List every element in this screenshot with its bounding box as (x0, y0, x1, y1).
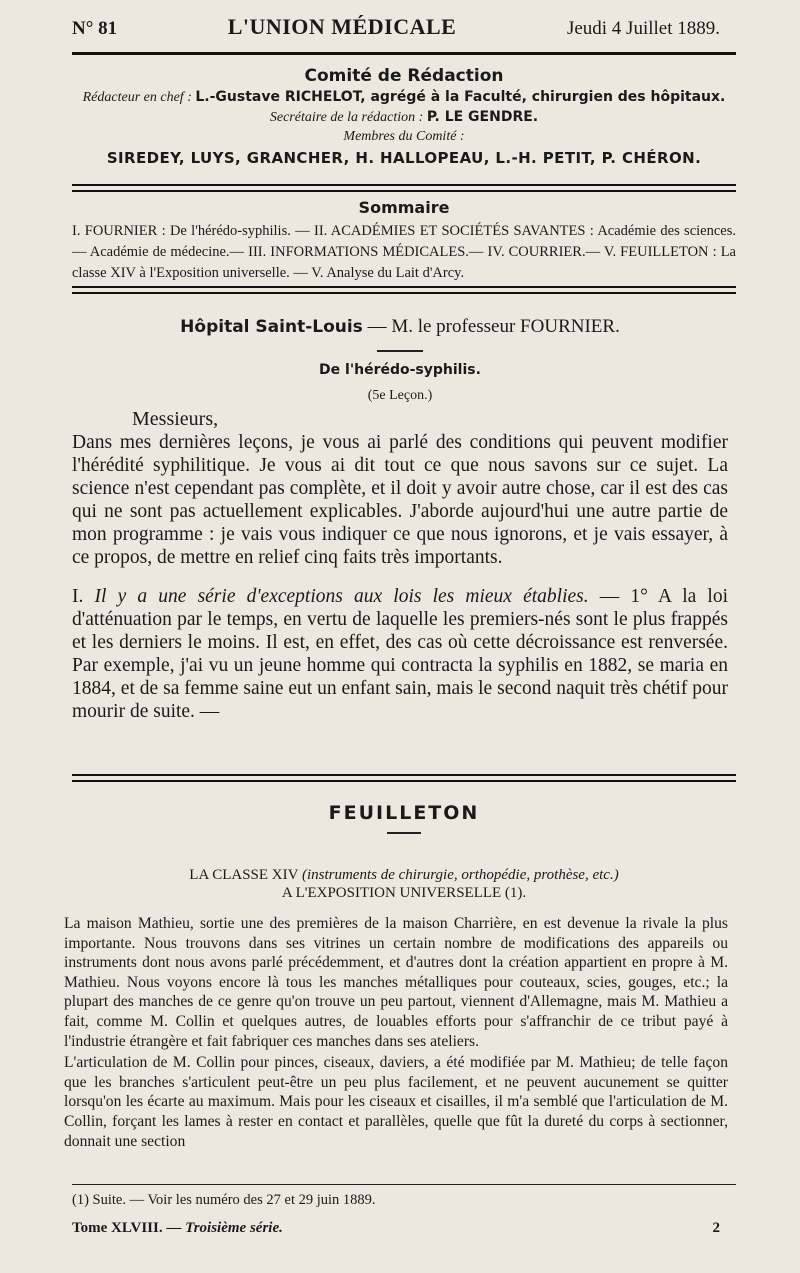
article-paragraph-2: I. Il y a une série d'exceptions aux lois les mieux établies. — 1° A la loi d'atténuation par le temps, en vertu de laquelle les premiers-nés sont le plus frappés et les derniers le moins. Il est, en effet, des cas où cette décroissance est renversée. Par exemple, j'ai vu un jeune homme qui contracta la syphilis en 1882, se maria en 1884, et de sa femme saine eut un enfant sain, mais le second naquit très chétif pour mourir de suite. — (72, 586, 728, 722)
feuilleton-subtitle: LA CLASSE XIV (instruments de chirurgie, orthopédie, prothèse, etc.) A L'EXPOSITION UNIVERSELLE (1). (189, 867, 619, 901)
feuilleton-header (72, 802, 736, 842)
hopital-header (72, 316, 728, 338)
tome-label: Tome XLVIII. — Troisième série. (72, 1220, 283, 1236)
secretaire-line (72, 109, 736, 126)
lecon-number: (5e Leçon.) (367, 388, 433, 403)
sommaire-body: I. FOURNIER : De l'hérédo-syphilis. — II. ACADÉMIES ET SOCIÉTÉS SAVANTES : Académie des sciences.— Académie de médecine.— III. INFORMATIONS MÉDICALES.— IV. COURRIER.— V. FEUILLETON : La classe XIV à l'Exposition universelle. — V. Analyse du Lait d'Arcy. (72, 223, 736, 281)
exception-phrase: Il y a une série d'exceptions aux lois les mieux établies. (94, 586, 589, 607)
footnote: (1) Suite. — Voir les numéro des 27 et 29 juin 1889. (72, 1192, 376, 1208)
membres-names: SIREDEY, LUYS, GRANCHER, H. HALLOPEAU, L.-H. PETIT, P. CHÉRON. (106, 149, 702, 167)
feuilleton-paragraph-2: L'articulation de M. Collin pour pinces, ciseaux, daviers, a été modifiée par M. Mathieu; de telle façon que les branches s'articulent peut-être un peu plus facilement, et ne peuvent aucunement se quitter lorsqu'on les écarte au maximum. Mais pour les ciseaux et cisailles, il m'a semblé que l'articulation de M. Collin, forçant les lames à rester en contact et parallèles, quelle que fût la dureté du corps à sectionner, donnait une section (64, 1054, 728, 1150)
hopital-name: Hôpital Saint-Louis (180, 317, 363, 337)
folio (72, 1220, 720, 1237)
redacteur-name: L.-Gustave RICHELOT, agrégé à la Faculté, chirurgien des hôpitaux. (195, 89, 726, 105)
feuilleton-title: FEUILLETON (328, 802, 480, 824)
comite-rule (72, 184, 736, 192)
secretaire-label: Secrétaire de la rédaction : (269, 110, 424, 125)
page-number: 2 (712, 1220, 720, 1236)
membres-label: Membres du Comité : (343, 129, 465, 144)
journal-title: L'UNION MÉDICALE (227, 14, 457, 39)
feuilleton-body (64, 914, 728, 1151)
article-heading: De l'hérédo-syphilis. (319, 362, 481, 378)
masthead-rule (72, 52, 736, 55)
footnote-rule (72, 1184, 736, 1185)
salutation: Messieurs, (132, 408, 219, 430)
sommaire-rule (72, 286, 736, 294)
feuilleton-paragraph-1: La maison Mathieu, sortie une des premières de la maison Charrière, en est devenue la rivale la plus importante. Nous trouvons dans ses vitrines un certain nombre de modifications des appareils ou instruments dont nous avons parlé précédemment, et d'autres dont la création appartient en propre à M. Mathieu. Nous voyons encore là tous les manches métalliques pour couteaux, scies, gouges, etc.; la plupart des manches de ce genre qu'on trouve un peu partout, viennent d'Allemagne, mais M. Mathieu a fait, comme M. Collin et quelques autres, de louables efforts pour s'affranchir de ce tribut payé à l'industrie étrangère et fait fabriquer ces manches dans ses ateliers. (64, 915, 728, 1050)
masthead (72, 14, 720, 48)
issue-date: Jeudi 4 Juillet 1889. (566, 18, 720, 39)
feuilleton-dash (387, 832, 421, 834)
comite-block (72, 66, 736, 167)
redacteur-label: Rédacteur en chef : (82, 90, 192, 105)
comite-title: Comité de Rédaction (304, 66, 504, 86)
header-dash (377, 350, 423, 352)
article (72, 316, 728, 723)
professor-name: — M. le professeur FOURNIER. (362, 316, 620, 337)
sommaire-block (72, 198, 736, 284)
redacteur-line (72, 89, 736, 106)
article-paragraph-1: Dans mes dernières leçons, je vous ai parlé des conditions qui peuvent modifier l'hérédité syphilitique. Je vous ai dit tout ce que nous savons sur ce sujet. La science n'est cependant pas complète, et il doit y avoir autre chose, car il est des cas qui ne sont pas actuellement explicables. J'aborde aujourd'hui une autre partie de mon programme : je vais vous indiquer ce que nous ignorons, et je vais essayer, à ce propos, de mettre en relief cinq faits très importants. (72, 432, 728, 568)
feuilleton-rule (72, 774, 736, 782)
secretaire-name: P. LE GENDRE. (426, 109, 539, 125)
issue-number: N° 81 (72, 18, 118, 39)
sommaire-title: Sommaire (358, 198, 450, 217)
